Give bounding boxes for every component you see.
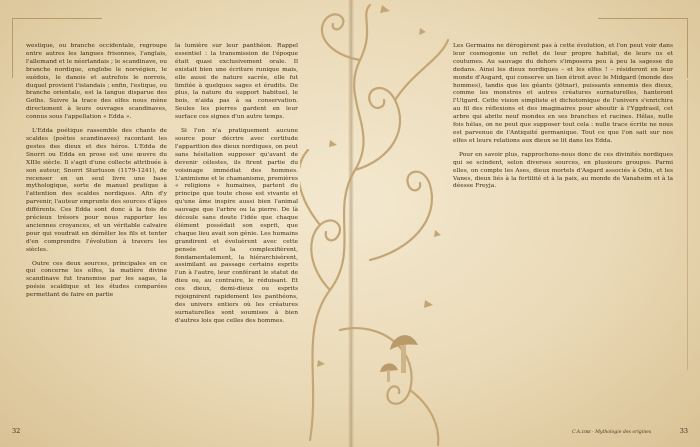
paragraph: L'Edda poétique rassemble des chants de scaldes (poètes scandinaves) racontant les gestes des dieux et des héros. L'Edda de Snorri ou Edda en prose est une œuvre du XIIIe siècle. Il s'agit d'une collecte attribuée à son auteur, Snorri Sturluson (1179-1241), de recenser en un seul livre une base mythologique, sorte de manuel pratique à l'attention des scaldes nordiques. Afin d'y parvenir, l'auteur emprunte des sources d'âges différents. Ces Edda sont donc à la fois de précieux trésors pour nous rapporter les anciennes croyances, et un véritable calvaire pour qui voudrait en démêler les fils et tenter d'en comprendre l'évolution à travers les siècles. [26, 128, 167, 253]
right-page-column [453, 43, 673, 197]
right-frame-top [598, 18, 688, 19]
left-page-number: 32 [12, 427, 21, 435]
ornamental-vines-illustration [300, 0, 450, 447]
paragraph: Pour en savoir plus, rapprochons-nous donc de ces divinités nordiques qui se scindent, selon diverses sources, en plusieurs groupes. Parmi elles, on compte les Ases, dieux mortels d'Asgard associés à Odin, et les Vanes, dieux liés à la fertilité et à la paix, au monde de Vanaheim et à la déesse Freyja. [453, 151, 673, 190]
running-title: C.A.ɪᴛʀᴇ · Mythologie des origines [572, 430, 652, 435]
left-page-column-1 [26, 43, 167, 306]
paragraph: la lumière sur leur panthéon. Rappel essentiel : la transmission de l'époque était quasi exclusivement orale. Il existait bien une écriture runique mais, elle aussi de nature sacrée, elle fut limitée à quelques sages et érudits. De plus, la nature du support habituel, le bois, n'aida pas à sa conservation. Seules les pierres gardent en leur surface ces signes d'un autre temps. [175, 43, 298, 121]
paragraph: Outre ces deux sources, principales en ce qui concerne les elfes, la matière divine scandinave fut transmise par les sagas, la poésie scaldique et les études comparées permettant de faire en partie [26, 260, 167, 299]
left-page-column-2 [175, 43, 298, 332]
left-frame-top [12, 18, 102, 19]
right-page-number: 33 [679, 427, 688, 435]
left-frame-side [12, 18, 13, 78]
right-frame-low [687, 80, 688, 370]
paragraph: westique, ou branche occidentale, regroupe entre autres les langues frisonnes, l'anglais, l'allemand et le néerlandais ; le scandinave, ou branche nordique, englobe le norvégien, le suédois, le danois et autrefois le norrois, duquel provient l'islandais ; enfin, l'estique, ou branche orientale, est la langue disparue des Goths. Suivre la trace des elfes nous mène directement à leurs ouvrages scandinaves, connus sous l'appellation « Edda ». [26, 43, 167, 121]
right-frame-side [687, 18, 688, 78]
paragraph: Si l'on n'a pratiquement aucune source pour décrire avec certitude l'apparition des dieux nordiques, on peut sans hésitation supposer qu'avant de devenir célestes, ils firent partie du voisinage immédiat des hommes. L'animisme et le chamanisme, premières « religions » humaines, partent du principe que toute chose est vivante et qu'une âme inspire aussi bien l'animal sauvage que l'arbre ou la pierre. De là découle sans doute l'idée que chaque élément possédait son esprit, que chaque lieu avait son génie. Les humains grandirent et évoluèrent avec cette pensée et la complexifièrent, fondamentalement, la hiérarchisèrent, assimilant au passage certains esprits l'un à l'autre, leur conférant le statut de dieu ou, au contraire, le réduisant. Et ces dieux, demi-dieux ou esprits rejoignirent rapidement les panthéons, des univers entiers où les créatures surnaturelles sont soumises à bien d'autres lois que celles des hommes. [175, 128, 299, 324]
paragraph: Les Germains ne dérogèrent pas à cette évolution, et l'on peut voir dans leur cosmogonie un reflet de leur propre habitat, de leurs us et coutumes. Au sauvage du dehors s'imposera peu à peu la sagesse du dedans. Ainsi les dieux nordiques – et les elfes ! – résideront en leur monde d'Asgard, qui conserve un lien étroit avec le Midgard (monde des hommes), tandis que les géants (jötnar), puissants ennemis des dieux, comme les monstres et autres créatures surnaturelles, hanteront l'Utgard. Cette vision simpliste et dichotomique de l'univers s'enrichira au fil des réflexions et des imaginaires pour aboutir à l'Yggdrasil, cet arbre qui abrite neuf mondes en ses branches et racines. Hélas, nulle fois hélas, on ne peut que supposer tout cela : nulle trace écrite ne nous est parvenue de l'Antiquité germanique. Tout ce que l'on sait sur nos elfes et leurs relations aux dieux se lit dans les Edda. [453, 43, 673, 144]
